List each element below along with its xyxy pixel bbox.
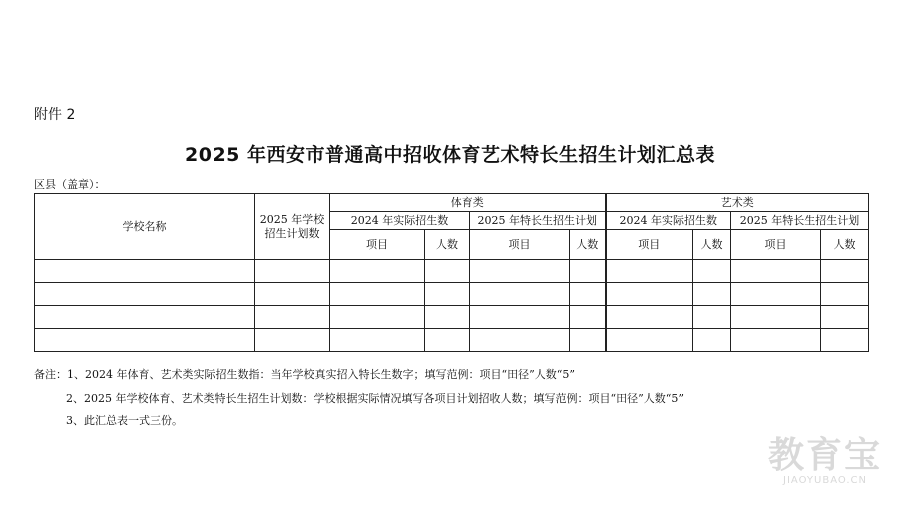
table-cell[interactable] [255, 260, 330, 283]
watermark-logo [768, 437, 882, 486]
watermark-brand: 教育宝 [768, 435, 883, 476]
table-cell[interactable] [425, 306, 470, 329]
table-cell[interactable] [255, 283, 330, 306]
header-count: 人数 [425, 230, 470, 260]
table-cell[interactable] [425, 260, 470, 283]
header-plan-2025: 2025 年学校招生计划数 [255, 194, 330, 260]
header-sports: 体育类 [330, 194, 606, 212]
table-cell[interactable] [821, 329, 869, 352]
table-row [35, 329, 869, 352]
table-cell[interactable] [693, 329, 731, 352]
header-count: 人数 [570, 230, 606, 260]
table-cell[interactable] [821, 306, 869, 329]
table-cell[interactable] [35, 260, 255, 283]
table-cell[interactable] [330, 260, 425, 283]
table-cell[interactable] [35, 306, 255, 329]
table-cell[interactable] [821, 283, 869, 306]
table-cell[interactable] [570, 329, 606, 352]
table-row [35, 283, 869, 306]
note-1: 备注：1、2024 年体育、艺术类实际招生数指：当年学校真实招入特长生数字；填写范例：项目“田径”人数“5” [34, 368, 575, 381]
district-label: 区县（盖章）： [34, 178, 106, 191]
header-item: 项目 [606, 230, 693, 260]
note-2: 2、2025 年学校体育、艺术类特长生招生计划数：学校根据实际情况填写各项目计划招收人数；填写范例：项目“田径”人数“5” [66, 392, 684, 405]
table-cell[interactable] [35, 329, 255, 352]
table-row [35, 260, 869, 283]
table-cell[interactable] [570, 260, 606, 283]
header-arts-plan-2025: 2025 年特长生招生计划 [731, 212, 869, 230]
header-school-name: 学校名称 [35, 194, 255, 260]
table-cell[interactable] [330, 283, 425, 306]
table-cell[interactable] [255, 329, 330, 352]
table-cell[interactable] [425, 329, 470, 352]
table-cell[interactable] [606, 329, 693, 352]
header-item: 项目 [470, 230, 570, 260]
table-cell[interactable] [470, 260, 570, 283]
table-cell[interactable] [470, 283, 570, 306]
header-item: 项目 [731, 230, 821, 260]
header-item: 项目 [330, 230, 425, 260]
table-cell[interactable] [606, 306, 693, 329]
table-cell[interactable] [570, 283, 606, 306]
header-count: 人数 [821, 230, 869, 260]
attachment-label: 附件 2 [34, 107, 76, 123]
table-cell[interactable] [470, 329, 570, 352]
table-cell[interactable] [330, 329, 425, 352]
plan-table [34, 193, 869, 352]
table-cell[interactable] [731, 283, 821, 306]
table-cell[interactable] [606, 260, 693, 283]
table-cell[interactable] [693, 283, 731, 306]
table-cell[interactable] [255, 306, 330, 329]
table-row [35, 306, 869, 329]
table-cell[interactable] [731, 260, 821, 283]
table-cell[interactable] [821, 260, 869, 283]
table-cell[interactable] [330, 306, 425, 329]
table-cell[interactable] [425, 283, 470, 306]
header-arts: 艺术类 [606, 194, 869, 212]
page-title: 2025 年西安市普通高中招收体育艺术特长生招生计划汇总表 [185, 144, 715, 166]
table-cell[interactable] [35, 283, 255, 306]
table-cell[interactable] [731, 306, 821, 329]
table-cell[interactable] [693, 260, 731, 283]
watermark-domain: JIAOYUBAO.CN [783, 475, 867, 486]
header-sports-plan-2025: 2025 年特长生招生计划 [470, 212, 606, 230]
table-cell[interactable] [693, 306, 731, 329]
header-count: 人数 [693, 230, 731, 260]
table-cell[interactable] [731, 329, 821, 352]
table-cell[interactable] [570, 306, 606, 329]
note-3: 3、此汇总表一式三份。 [66, 414, 183, 427]
table-cell[interactable] [470, 306, 570, 329]
header-arts-actual-2024: 2024 年实际招生数 [606, 212, 731, 230]
table-cell[interactable] [606, 283, 693, 306]
header-sports-actual-2024: 2024 年实际招生数 [330, 212, 470, 230]
plan-table-body [35, 260, 869, 352]
